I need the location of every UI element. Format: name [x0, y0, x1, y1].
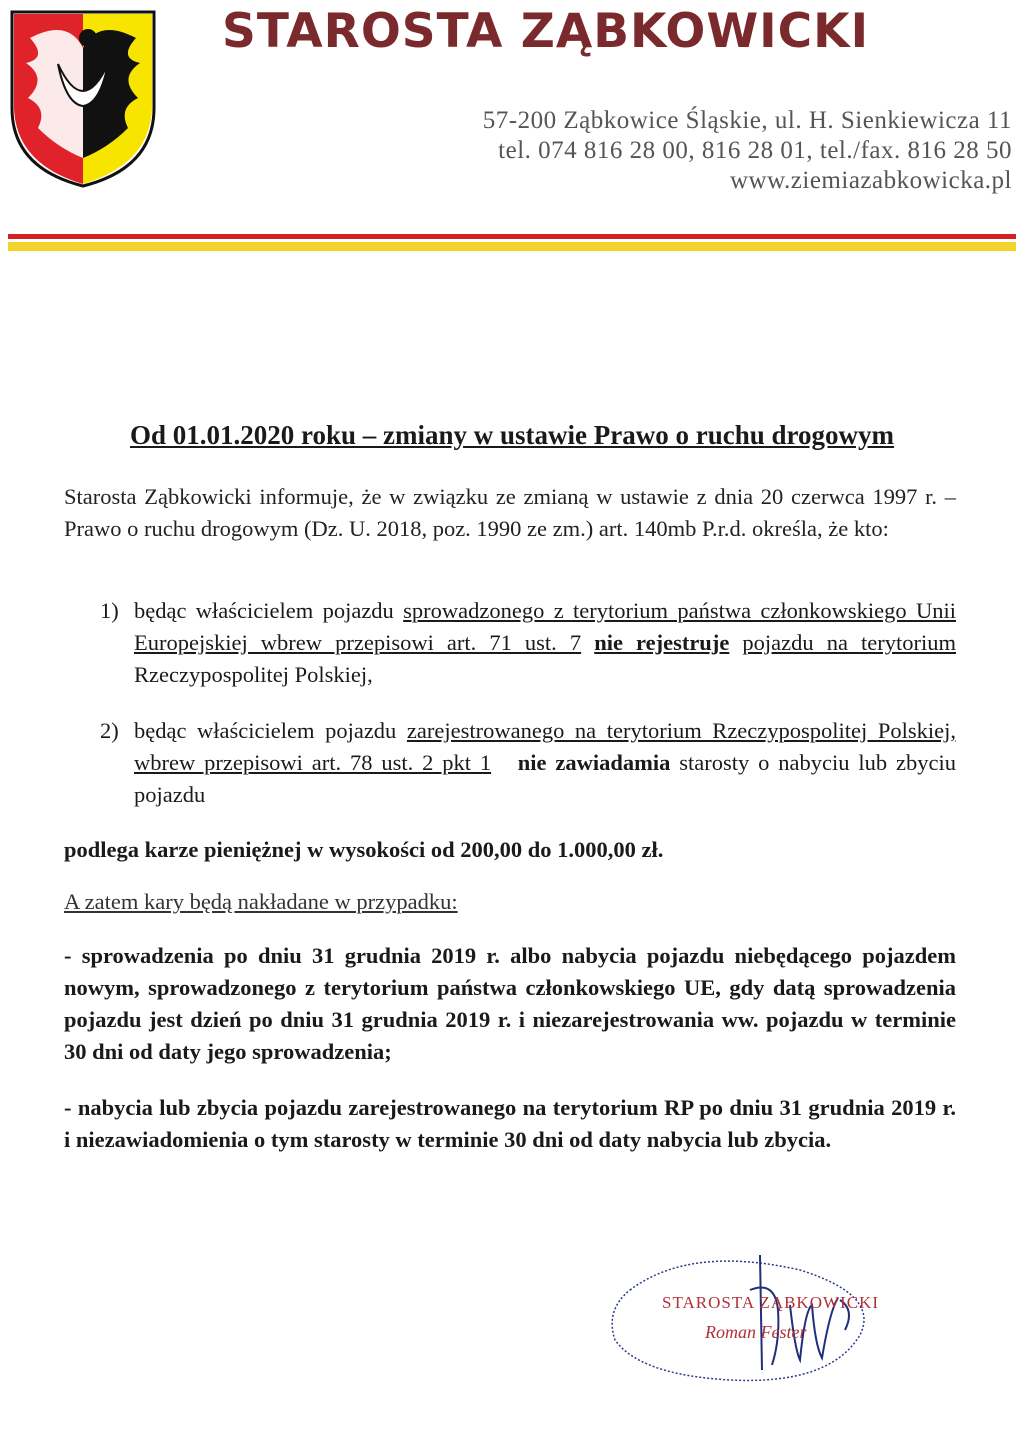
coat-of-arms-eagle-icon	[8, 8, 158, 190]
official-stamp	[600, 1250, 900, 1390]
list-item-underlined: sprowadzonego z terytorium państwa członkowskiego Unii Europejskiej wbrew przepisowi art. 71 ust. 7	[134, 598, 956, 655]
list-item-text	[134, 595, 956, 691]
phone-line: tel. 074 816 28 00, 816 28 01, tel./fax. 816 28 50	[498, 137, 1012, 164]
case-item: - sprowadzenia po dniu 31 grudnia 2019 r. albo nabycia pojazdu niebędącego pojazdem nowym, sprowadzonego z terytorium państwa członkowskiego UE, gdy datą sprowadzenia pojazdu jest dzień po dniu 31 grudnia 2019 r. i niezarejestrowania ww. pojazdu w terminie 30 dni od daty jego sprowadzenia;	[64, 943, 956, 1064]
stamp-name-text: Roman Fester	[705, 1322, 807, 1342]
list-item-post: starosty o nabyciu lub zbyciu pojazdu	[134, 750, 957, 807]
list-item-underlined: pojazdu na terytorium	[742, 630, 956, 655]
office-address	[483, 106, 1012, 196]
header-rule-red	[8, 234, 1016, 239]
penalty-statement: podlega karze pieniężnej w wysokości od 200,00 do 1.000,00 zł.	[64, 837, 664, 862]
list-item-number: 1)	[100, 598, 119, 623]
address-line: 57-200 Ząbkowice Śląskie, ul. H. Sienkiewicza 11	[482, 107, 1012, 134]
list-item-bold: nie zawiadamia	[517, 750, 671, 775]
intro-paragraph: Starosta Ząbkowicki informuje, że w związku ze zmianą w ustawie z dnia 20 czerwca 1997 r. – Prawo o ruchu drogowym (Dz. U. 2018, poz. 1990 ze zm.) art. 140mb P.r.d. określa, że kto:	[64, 484, 956, 541]
document-title: Od 01.01.2020 roku – zmiany w ustawie Prawo o ruchu drogowym	[129, 420, 895, 450]
list-item-bold: nie rejestruje	[594, 630, 730, 655]
list-item-number: 2)	[100, 718, 119, 743]
case-item: - nabycia lub zbycia pojazdu zarejestrowanego na terytorium RP po dniu 31 grudnia 2019 r. i niezawiadomienia o tym starosty w terminie 30 dni od daty nabycia lub zbycia.	[64, 1095, 956, 1152]
stamp-office-text: STAROSTA ZĄBKOWICKI	[662, 1293, 879, 1312]
office-title: STAROSTA ZĄBKOWICKI	[222, 4, 870, 59]
list-item-text	[134, 715, 956, 811]
list-item-post: Rzeczypospolitej Polskiej,	[134, 662, 373, 687]
list-item-pre: będąc właścicielem pojazdu	[134, 598, 404, 623]
list-item-pre: będąc właścicielem pojazdu	[134, 718, 407, 743]
website-link[interactable]: www.ziemiazabkowicka.pl	[730, 167, 1012, 194]
header-rule-yellow	[8, 242, 1016, 251]
cases-heading: A zatem kary będą nakładane w przypadku:	[64, 889, 458, 914]
list-item-underlined: zarejestrowanego na terytorium Rzeczypospolitej Polskiej, wbrew przepisowi art. 78 ust. 2 pkt 1	[134, 718, 956, 775]
